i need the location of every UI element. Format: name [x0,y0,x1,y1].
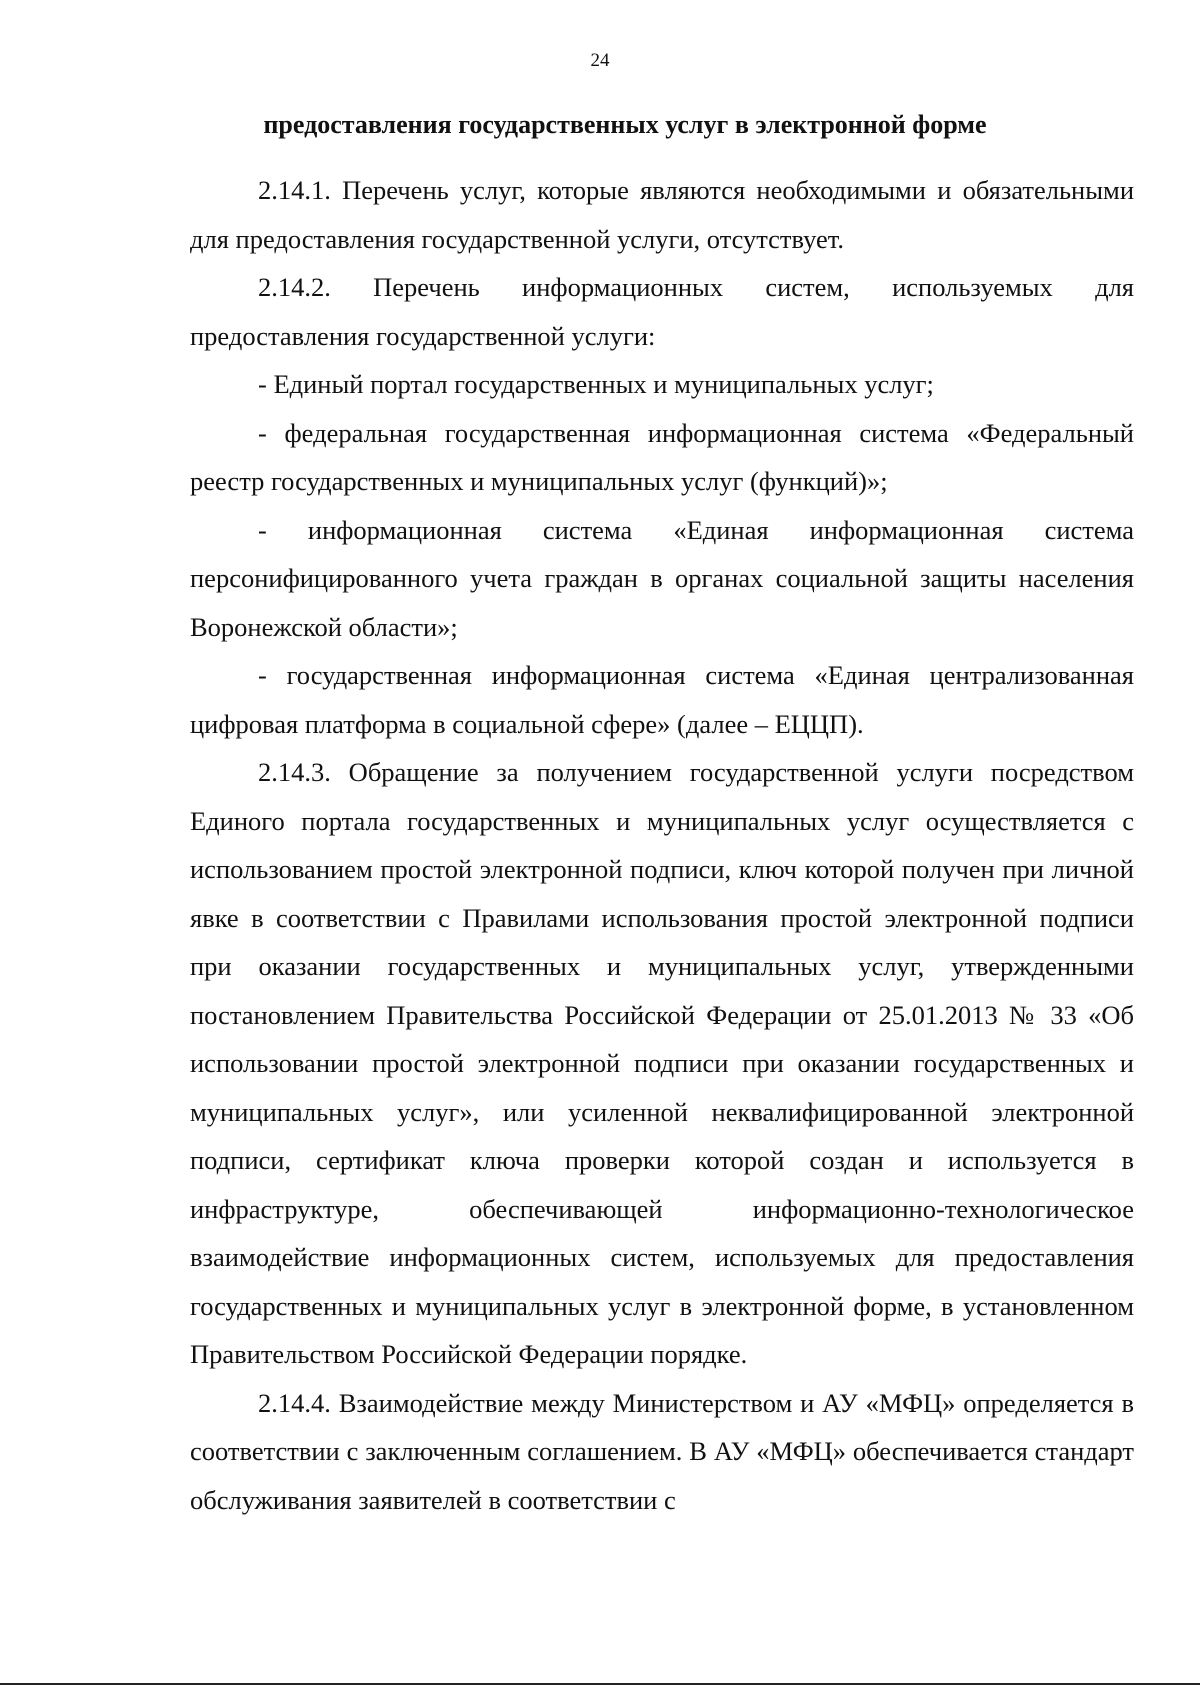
paragraph-2-14-3: 2.14.3. Обращение за получением государственной услуги посредством Единого портала государственных и муниципальных услуг осуществляется с использованием простой электронной подписи, ключ которой получен при личной явке в соответствии с Правилами использования простой электронной подписи при оказании государственных и муниципальных услуг, утвержденными постановлением Правительства Российской Федерации от 25.01.2013 № 33 «Об использовании простой электронной подписи при оказании государственных и муниципальных услуг», или усиленной неквалифицированной электронной подписи, сертификат ключа проверки которой создан и используется в инфраструктуре, обеспечивающей информационно-технологическое взаимодействие информационных систем, используемых для предоставления государственных и муниципальных услуг в электронной форме, в установленном Правительством Российской Федерации порядке. [190,757,1134,1369]
document-body [190,166,1134,1524]
list-item-federal-registry: - федеральная государственная информационная система «Федеральный реестр государственных и муниципальных услуг (функций)»; [190,417,1134,496]
list-item-eccp-platform: - государственная информационная система «Единая централизованная цифровая платформа в социальной сфере» (далее – ЕЦЦП). [190,660,1134,739]
paragraph-2-14-4: 2.14.4. Взаимодействие между Министерством и АУ «МФЦ» определяется в соответствии с заключенным соглашением. В АУ «МФЦ» обеспечивается стандарт обслуживания заявителей в соответствии с [190,1387,1134,1515]
section-heading: предоставления государственных услуг в электронной форме [263,110,987,139]
list-item-personified-accounting-system: - информационная система «Единая информационная система персонифицированного учета граждан в органах социальной защиты населения Воронежской области»; [190,514,1134,642]
footer-rule [0,1683,1200,1685]
page-number: 24 [590,50,610,71]
paragraph-2-14-1: 2.14.1. Перечень услуг, которые являются необходимыми и обязательными для предоставления государственной услуги, отсутствует. [190,175,1134,254]
list-item-unified-portal: - Единый портал государственных и муниципальных услуг; [258,369,934,399]
paragraph-2-14-2: 2.14.2. Перечень информационных систем, используемых для предоставления государственной услуги: [190,272,1134,351]
